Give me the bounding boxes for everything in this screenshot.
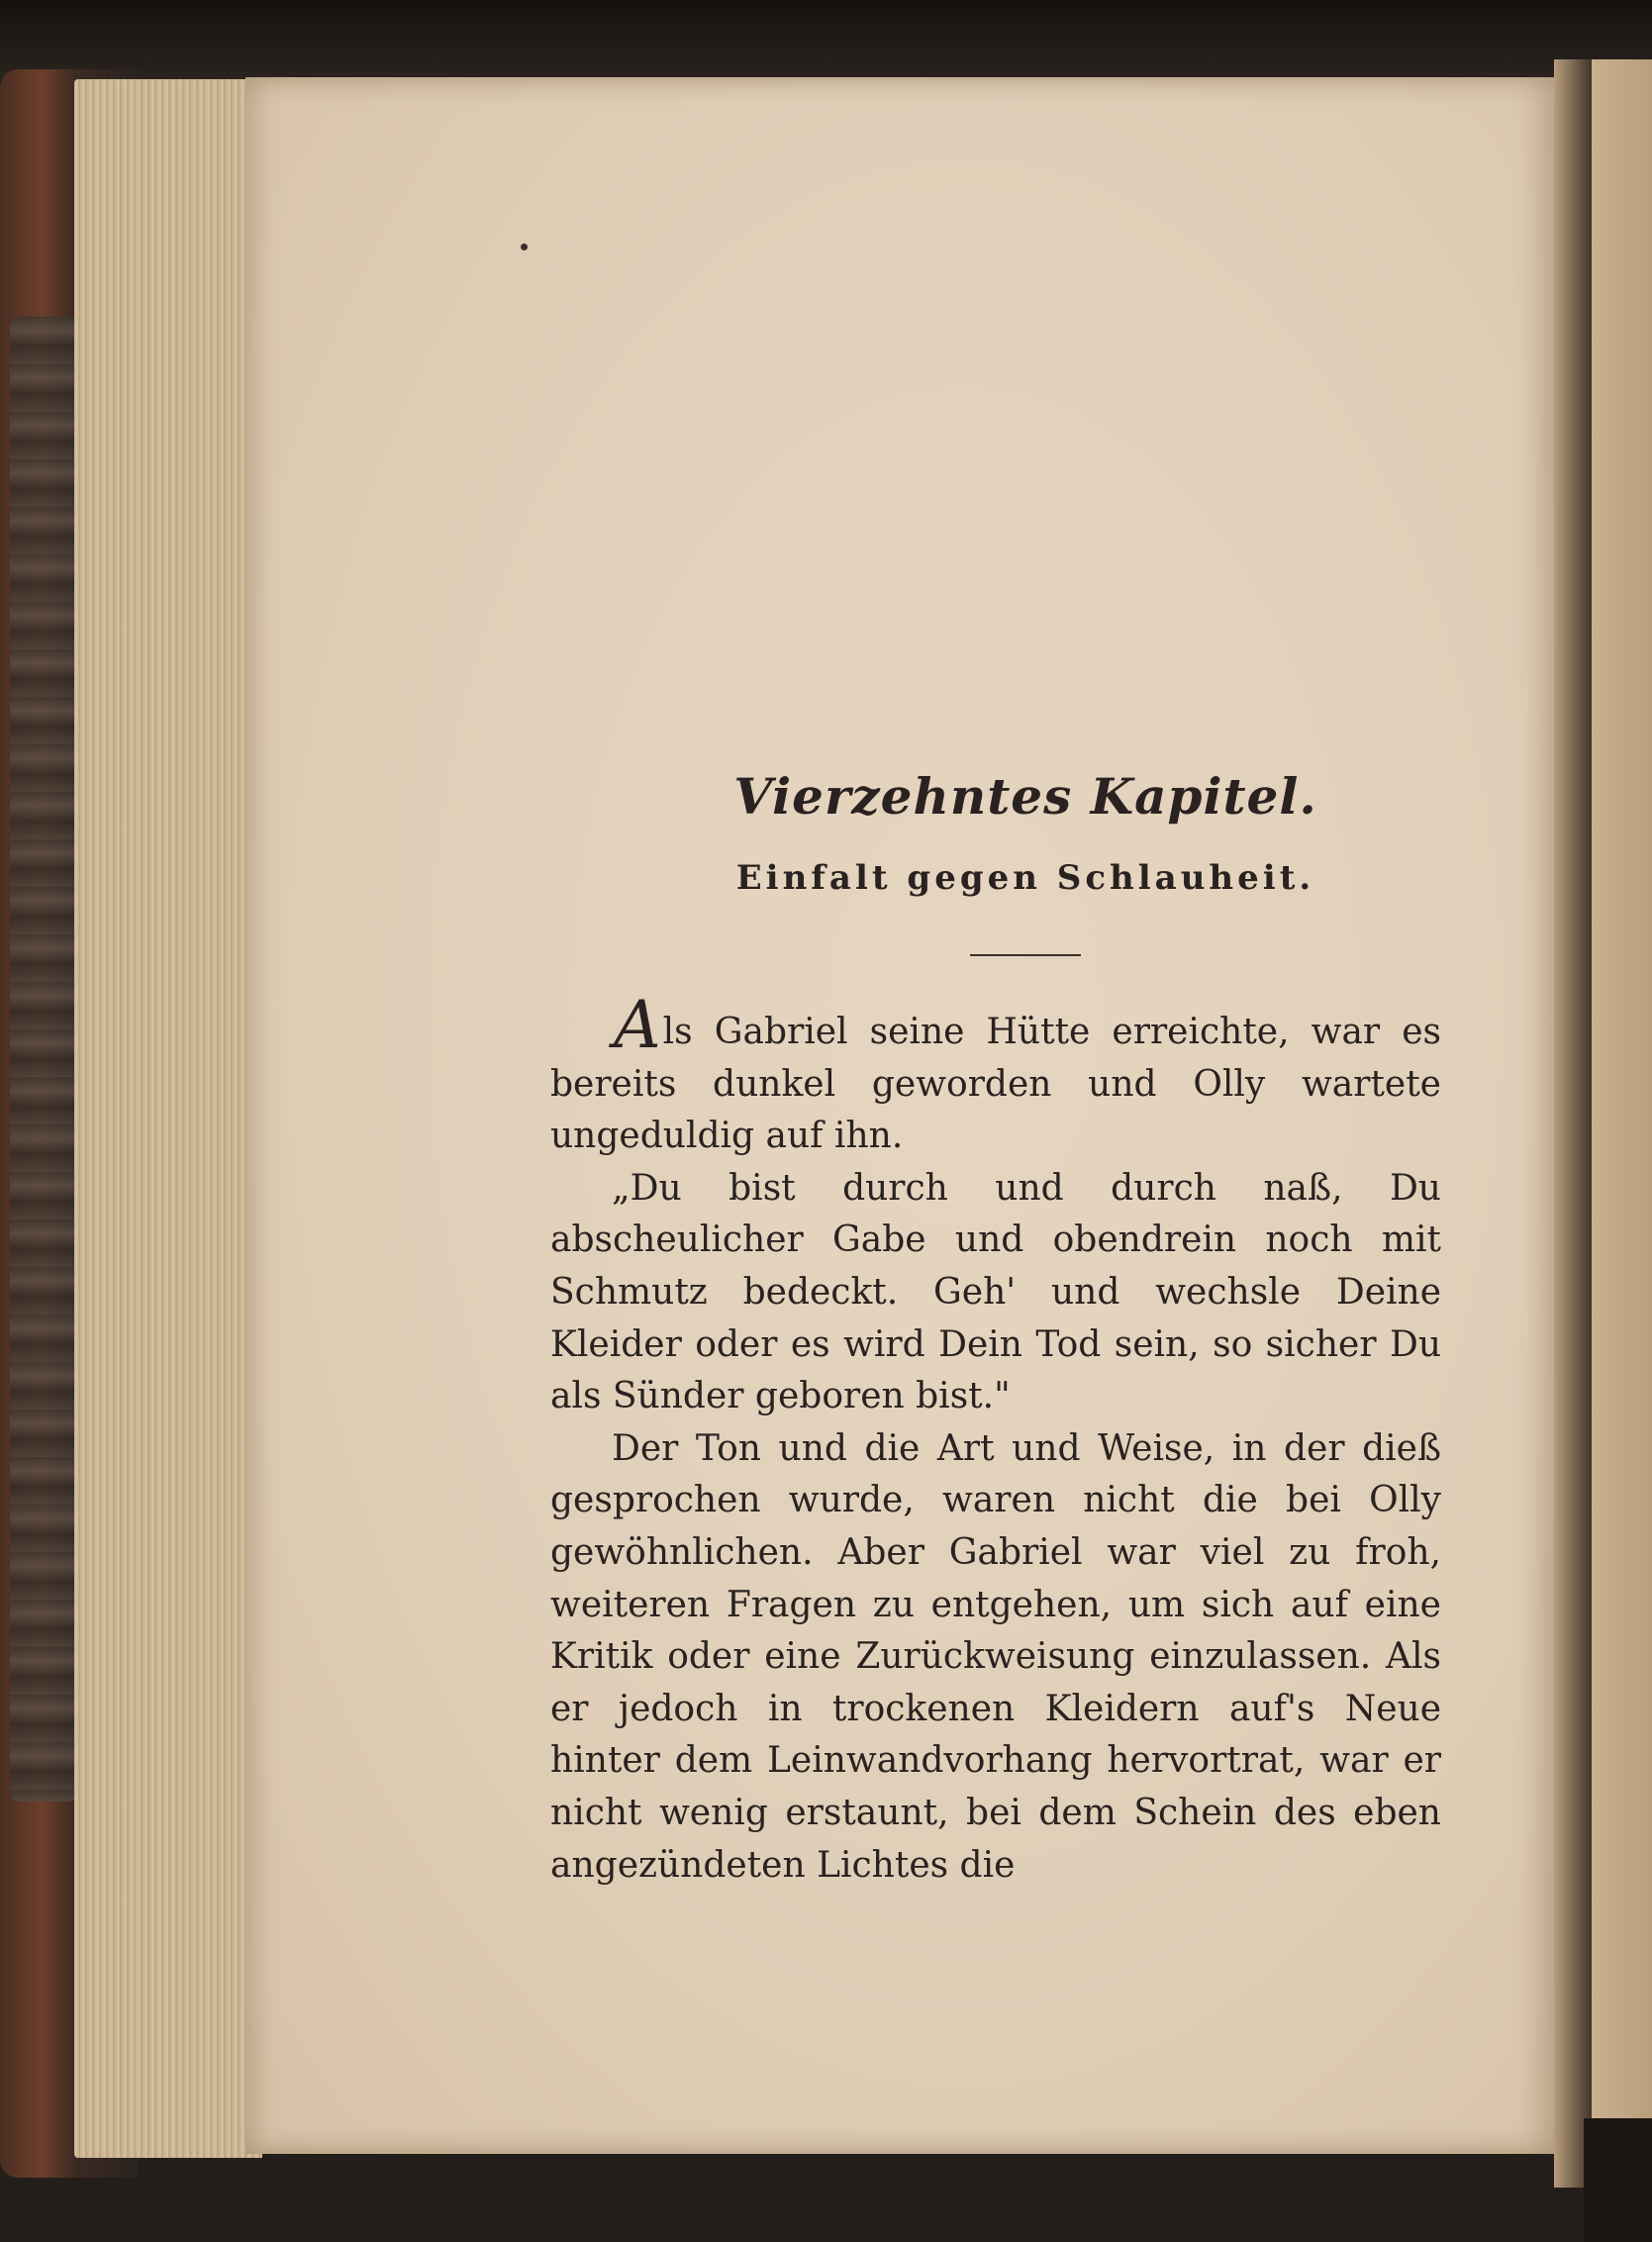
paragraph	[550, 987, 1441, 1163]
paragraph-text: ls Gabriel seine Hütte erreichte, war es bereits dunkel geworden und Olly wartete ungeduldig auf ihn.	[550, 1012, 1441, 1157]
book-gutter	[1554, 59, 1594, 2188]
background-corner	[1584, 2118, 1652, 2242]
chapter-title: Vierzehntes Kapitel.	[733, 767, 1317, 826]
adjacent-page-edge	[1592, 59, 1652, 2188]
body-text	[550, 987, 1441, 1892]
section-divider	[970, 954, 1081, 956]
paragraph: „Du bist durch und durch naß, Du abscheulicher Gabe und obendrein noch mit Schmutz bedeckt. Geh' und wechsle Deine Kleider oder es wird Dein Tod sein, so sicher Du als Sünder geboren bist."	[550, 1167, 1441, 1417]
worn-spine-texture	[10, 317, 79, 1802]
page-content	[550, 762, 1441, 1892]
page-edges	[74, 79, 262, 2158]
ink-speck	[521, 244, 528, 250]
drop-initial: A	[614, 987, 661, 1063]
paragraph: Der Ton und die Art und Weise, in der dieß gesprochen wurde, waren nicht die bei Olly gewöhnlichen. Aber Gabriel war viel zu froh, weiteren Fragen zu entgehen, um sich auf eine Kritik oder eine Zurückweisung einzulassen. Als er jedoch in trockenen Kleidern auf's Neue hinter dem Leinwandvorhang hervortrat, war er nicht wenig erstaunt, bei dem Schein des eben angezündeten Lichtes die	[550, 1427, 1441, 1886]
background-shadow	[0, 0, 1652, 79]
chapter-subtitle: Einfalt gegen Schlauheit.	[735, 858, 1315, 898]
